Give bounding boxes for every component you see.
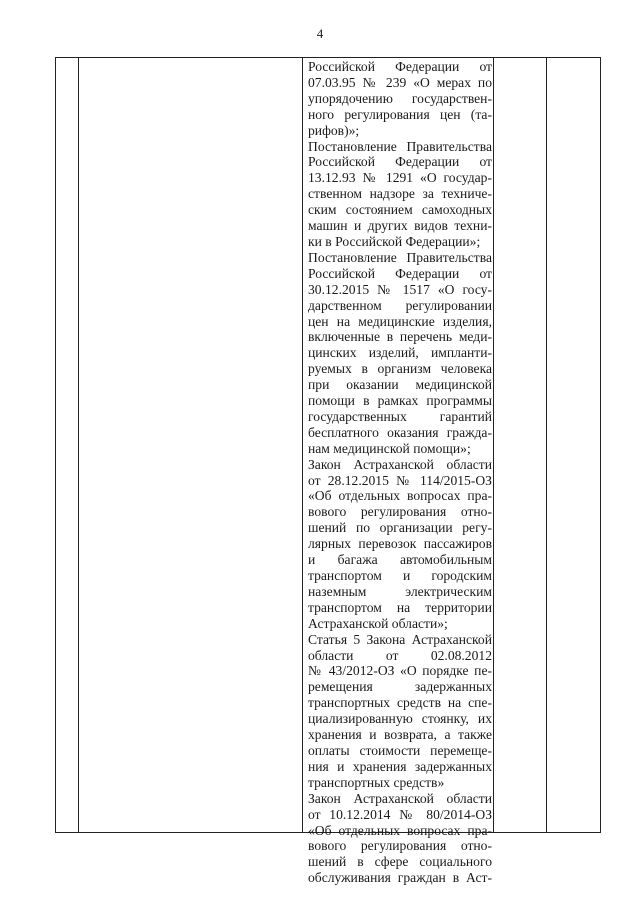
cell-text-line: Российской Федерации от: [308, 265, 492, 281]
cell-text-line: ного регулирования цен (та-: [308, 106, 492, 122]
cell-text-line: цинских изделий, импланти-: [308, 345, 492, 361]
cell-text-line: наземным электрическим: [308, 583, 492, 599]
page-number: 4: [316, 26, 324, 41]
cell-text-line: ния и хранения задержанных: [308, 758, 492, 774]
cell-text-line: Закон Астраханской области: [308, 790, 492, 806]
cell-text-line: цен на медицинские изделия,: [308, 313, 492, 329]
cell-text-line: и багажа автомобильным: [308, 552, 492, 568]
cell-text-line: рифов)»;: [308, 122, 360, 138]
cell-text-line: 30.12.2015 № 1517 «О госу-: [308, 281, 492, 297]
cell-text-line: ственном надзоре за техниче-: [308, 186, 492, 202]
cell-text-line: транспортных средств на спе-: [308, 695, 492, 711]
cell-text-line: дарственном регулировании: [308, 297, 492, 313]
cell-text-line: оплаты стоимости перемеще-: [308, 742, 492, 758]
column-divider-2: [302, 58, 303, 832]
cell-text-line: 13.12.93 № 1291 «О государ-: [308, 170, 492, 186]
cell-text-line: от 28.12.2015 № 114/2015-ОЗ: [308, 472, 492, 488]
document-table: [55, 57, 601, 886]
cell-text-line: машин и других видов техни-: [308, 218, 492, 234]
cell-text-line: от 10.12.2014 № 80/2014-ОЗ: [308, 806, 492, 822]
cell-text-line: государственных гарантий: [308, 408, 492, 424]
cell-text-line: обслуживания граждан в Аст-: [308, 870, 492, 886]
cell-text-line: транспортом на территории: [308, 599, 492, 615]
cell-text-line: транспортом и городским: [308, 568, 492, 583]
cell-text-line: «Об отдельных вопросах пра-: [308, 822, 492, 838]
cell-text-line: упорядочению государствен-: [308, 90, 492, 106]
cell-text-line: включенные в перечень меди-: [308, 329, 492, 345]
cell-text-line: Статья 5 Закона Астраханской: [308, 631, 492, 647]
cell-text-line: 07.03.95 № 239 «О мерах по: [308, 74, 492, 90]
cell-text-line: «Об отдельных вопросах пра-: [308, 488, 492, 504]
cell-text-line: бесплатного оказания гражда-: [308, 424, 492, 440]
cell-text-line: шений по организации регу-: [308, 520, 492, 536]
cell-text-line: шений в сфере социального: [308, 854, 492, 870]
legal-basis-cell: [308, 59, 492, 886]
cell-text-line: помощи в рамках программы: [308, 393, 492, 409]
cell-text-line: Российской Федерации от: [308, 154, 492, 170]
cell-text-line: лярных перевозок пассажиров: [308, 536, 492, 552]
column-divider-3: [493, 58, 494, 832]
cell-text-line: циализированную стоянку, их: [308, 711, 492, 727]
cell-text-line: вового регулирования отно-: [308, 838, 492, 854]
cell-text-line: Постановление Правительства: [308, 249, 492, 265]
cell-text-line: Закон Астраханской области: [308, 456, 492, 472]
cell-text-line: нам медицинской помощи»;: [308, 440, 471, 456]
column-divider-4: [546, 58, 547, 832]
cell-text-line: транспортных средств»: [308, 774, 445, 790]
cell-text-line: при оказании медицинской: [308, 377, 492, 393]
cell-text-line: руемых в организм человека: [308, 361, 492, 377]
cell-text-line: ремещения задержанных: [308, 679, 492, 695]
cell-text-line: Постановление Правительства: [308, 138, 492, 154]
cell-text-line: вового регулирования отно-: [308, 504, 492, 520]
cell-text-line: области от 02.08.2012: [308, 647, 492, 663]
cell-text-line: № 43/2012-ОЗ «О порядке пе-: [308, 663, 492, 679]
column-divider-1: [78, 58, 79, 832]
cell-text-line: ки в Российской Федерации»;: [308, 233, 481, 249]
cell-text-line: хранения и возврата, а также: [308, 727, 492, 743]
cell-text-line: ским состоянием самоходных: [308, 202, 492, 218]
cell-text-line: Российской Федерации от: [308, 59, 492, 74]
cell-text-line: Астраханской области»;: [308, 615, 448, 631]
